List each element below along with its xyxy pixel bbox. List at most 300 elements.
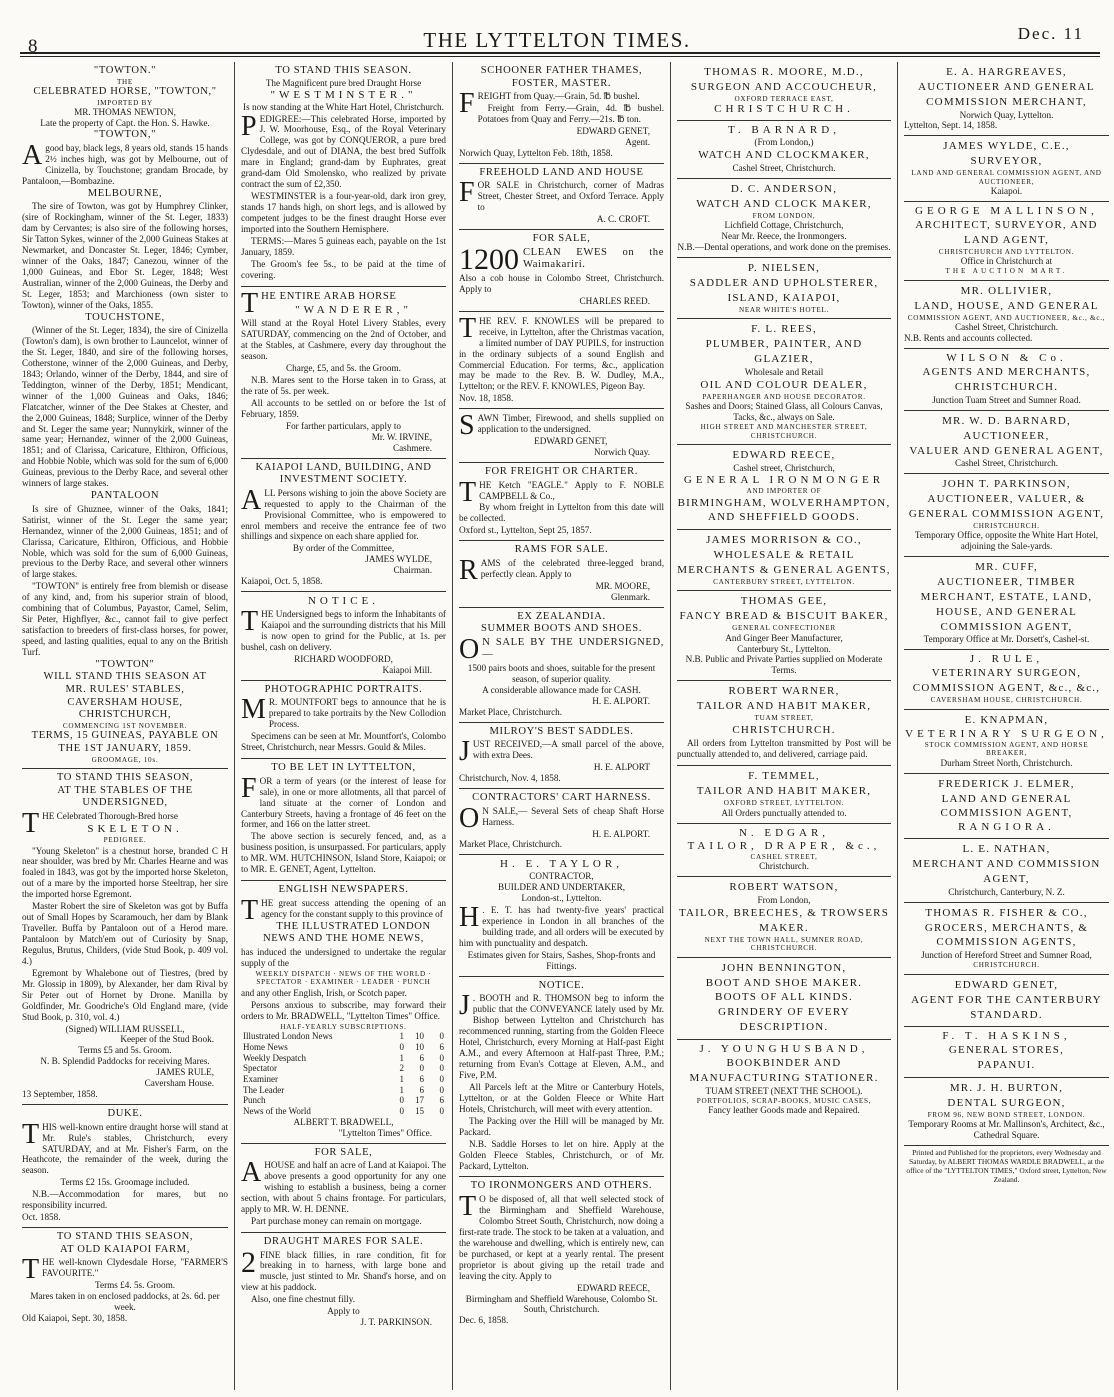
table-cell: 0 (419, 1063, 424, 1074)
ad-body: Egremont by Whalebone out of Tiestres, (bred by Mr. Glossip in 1809), by Alexander, her dam Rival by Sir Peter out of Hornet by Drone. Manilla by Goldfinder, Mr. Goodriche's Old England mare, (vide Stud Book, p. 310, vol. 4.) (22, 967, 228, 1022)
ad-body: The Packing over the Hill will be managed by Mr. Packard. (459, 1115, 664, 1137)
ad-zealandia (459, 608, 664, 723)
ad-duke (22, 1105, 228, 1228)
card-line: GRINDERY OF EVERY DESCRIPTION. (718, 1006, 850, 1034)
ad-harness (459, 789, 664, 855)
drop-cap: J (459, 736, 470, 768)
ad-line: Agent. (625, 136, 650, 147)
ad-body: R. MOUNTFORT begs to announce that he is prepared to take portraits by the New Collodion Process. (268, 697, 446, 730)
ad-body: Freight from Ferry.—Grain, 4d. ℔ bushel. Potatoes from Quay and Ferry.—21s. ℔ ton. (477, 103, 664, 125)
card-title: D. C. ANDERSON, (730, 183, 838, 196)
ad-body: . BOOTH and R. THOMSON beg to inform the public that the CONVEYANCE lately used by Mr. Bishop between Lyttelton and Christchurch has recommenced running, starting from the Golden Fleece Hotel, Christchurch, every Morning at Half-past Eight A.M., and every Afternoon at Half-past Three, P.M.; returning from Evan's Cottage at Eleven, A.M., and Five, P.M. (459, 993, 664, 1081)
ad-heading: TO STAND THIS SEASON. (275, 65, 412, 76)
table-cell: 1 (399, 1084, 404, 1095)
ad-line: (Signed) WILLIAM RUSSELL, (65, 1023, 185, 1034)
ad-farmers-favourite (22, 1228, 228, 1328)
table-row (241, 1031, 446, 1042)
card-gee (677, 591, 891, 681)
card-line: AUCTIONEER, VALUER, & GENERAL COMMISSION AGENT, (908, 493, 1105, 520)
drop-cap: S (459, 410, 475, 442)
ad-line: MELBOURNE, (87, 187, 163, 199)
ad-body: good bay, black legs, 8 years old, stands 15 hands 2½ inches high, was got by Melbourne, out of Cinizella, by Touchstone; grandam Brocade, by Pantaloon,—Bombazine. (22, 142, 228, 186)
card-title: FREDERICK J. ELMER, (938, 777, 1075, 790)
card-w-barnard (904, 411, 1109, 474)
ad-line: H. E. ALPORT. (592, 695, 650, 706)
column-3 (452, 62, 670, 1390)
table-cell: Examiner (243, 1074, 278, 1085)
ad-line: Mr. W. IRVINE, (371, 431, 432, 442)
subscription-rates-table (241, 1031, 446, 1117)
card-line: And Ginger Beer Manufacturer, (725, 632, 843, 643)
card-line: SURVEYOR, (970, 155, 1043, 168)
ad-body: Part purchase money can remain on mortgage. (251, 1215, 422, 1226)
table-cell: 6 (419, 1052, 424, 1063)
ad-knowles (459, 312, 664, 410)
ad-heading: SCHOONER FATHER THAMES, FOSTER, MASTER. (480, 65, 643, 89)
ad-heading: TO STAND THIS SEASON, (56, 1231, 194, 1243)
card-line: Canterbury St., Lyttelton. (737, 643, 831, 654)
ad-heading: NOTICE. (538, 979, 585, 991)
table-cell: 0 (439, 1031, 444, 1042)
ad-freehold (459, 164, 664, 230)
table-cell: 1 (399, 1052, 404, 1063)
ad-heading: TO STAND THIS SEASON, (56, 772, 194, 784)
ad-kaiapoi-society (241, 459, 446, 593)
card-genet (904, 975, 1109, 1028)
ad-body: TERMS:—Mares 5 guineas each, payable on the 1st January, 1859. (241, 235, 446, 257)
card-title: MR. OLLIVIER, (960, 284, 1053, 297)
ad-line: Caversham House. (144, 1078, 214, 1089)
ad-line: COMMENCING 1ST NOVEMBER. (62, 721, 188, 730)
ad-line: "WANDERER," (295, 304, 412, 317)
table-cell: 0 (439, 1106, 444, 1117)
card-line: RANGIORA. (958, 821, 1055, 834)
card-line: ISLAND, KAIAPOI, (727, 291, 841, 304)
ad-line: A considerable allowance made for CASH. (482, 684, 641, 695)
ad-body: REIGHT from Quay.—Grain, 5d. ℔ bushel. (477, 91, 640, 102)
ad-body: FINE black fillies, in rare condition, fit for breaking in to harness, with large bone and muscle, just stinted to Mr. Shand's horse, and on view at his paddock. (241, 1249, 446, 1293)
card-barnard (677, 121, 891, 179)
card-line: Cashel Street, Christchurch. (954, 322, 1059, 333)
card-line: Temporary Rooms at Mr. Mallinson's, Architect, &c., Cathedral Square. (908, 1119, 1105, 1141)
table-cell: 0 (399, 1095, 404, 1106)
card-line: TUAM STREET (NEXT THE SCHOOL). (705, 1085, 863, 1096)
ad-line: Chairman. (393, 565, 432, 576)
card-line: SADDLER AND UPHOLSTERER, (689, 277, 879, 290)
ad-line: EDWARD REECE, (577, 1282, 650, 1293)
ad-body: LL Persons wishing to join the above Society are requested to apply to the Chairman of the Provisional Committee, who is empowered to enrol members and receive the entrance fee of two shillings and sixpence on each share applied for. (241, 487, 446, 542)
card-line: AUCTIONEER, (963, 429, 1050, 442)
ad-line: MR. MOORE, (595, 580, 650, 591)
ad-heading: MILROY'S BEST SADDLES. (489, 725, 634, 737)
issue-date: Dec. 11 (1017, 24, 1084, 43)
ad-line: SUMMER BOOTS AND SHOES. (481, 623, 642, 635)
card-title: J. YOUNGHUSBAND, (699, 1042, 869, 1055)
drop-cap: T (22, 1118, 40, 1150)
ad-body: Specimens can be seen at Mr. Mountfort's, Colombo Street, Christchurch, near Messrs. Gould & Miles. (241, 731, 446, 753)
table-cell: 1 (399, 1074, 404, 1085)
table-cell: Home News (243, 1041, 288, 1052)
ad-body: By whom freight in Lyttelton from this date will be collected. (459, 502, 664, 524)
ad-heading: CONTRACTORS' CART HARNESS. (472, 792, 651, 804)
ad-heading: EX ZEALANDIA. (517, 610, 606, 622)
card-line: MERCHANT AND COMMISSION AGENT, (912, 858, 1101, 886)
card-line: VETERINARY SURGEON, (905, 727, 1108, 740)
column-2 (234, 62, 452, 1390)
ad-to-let (241, 759, 446, 881)
ad-line: CELEBRATED HORSE, "TOWTON," (33, 86, 217, 98)
card-nielsen (677, 258, 891, 319)
ad-line: 13 September, 1858. (22, 1089, 98, 1100)
ad-saddles (459, 723, 664, 789)
drop-numeral: 2 (241, 1245, 256, 1279)
table-cell: 17 (415, 1095, 424, 1106)
ad-line: EDWARD GENET, (534, 436, 608, 447)
ad-skeleton (22, 769, 228, 1105)
card-title: T. BARNARD, (728, 124, 840, 137)
ad-body: All Parcels left at the Mitre or Canterbury Hotels, Lyttelton, or at the Golden Fleece or White Hart Hotels, Christchurch, will meet with every attention. (459, 1081, 664, 1114)
ad-body: 1500 pairs boots and shoes, suitable for the present season, of superior quality. (467, 663, 656, 684)
card-line: Christchurch, Canterbury, N. Z. (948, 886, 1065, 897)
card-line: CANTERBURY STREET, LYTTELTON. (713, 577, 855, 586)
card-haskins (904, 1027, 1109, 1078)
masthead-rule (20, 52, 1100, 57)
ad-line: Market Place, Christchurch. (459, 839, 563, 850)
card-reece (677, 445, 891, 530)
ad-heading: FOR SALE, (532, 233, 591, 245)
ad-line: Terms £5 and 5s. Groom. (78, 1045, 172, 1056)
ad-heading: KAIAPOI LAND, BUILDING, AND INVESTMENT SOCIETY. (255, 461, 432, 486)
ad-heading: ENGLISH NEWSPAPERS. (278, 884, 409, 896)
ad-body: Will stand at the Royal Hotel Livery Stables, every SATURDAY, commencing on the 2nd of October, and at the Stables, at Cashmere, every day throughout the season. (241, 318, 446, 362)
masthead (0, 0, 1114, 58)
table-cell: 1 (399, 1031, 404, 1042)
ad-heading: FREEHOLD LAND AND HOUSE (479, 166, 644, 178)
card-line: DENTAL SURGEON, (947, 1096, 1066, 1109)
table-cell: 0 (399, 1106, 404, 1117)
card-title: ROBERT WARNER, (728, 685, 840, 698)
ad-towton (22, 62, 228, 769)
card-warner (677, 681, 891, 766)
card-title: JOHN BENNINGTON, (721, 961, 847, 974)
ad-line: J. T. PARKINSON. (360, 1317, 432, 1328)
card-title: GEORGE MALLINSON, (915, 205, 1098, 218)
card-line: GENERAL IRONMONGER (683, 473, 885, 486)
ad-line: Birmingham and Sheffield Warehouse, Colombo St. South, Christchurch. (465, 1293, 658, 1315)
ad-body: HE Celebrated Thorough-Bred horse (42, 810, 178, 821)
card-line: PLUMBER, PAINTER, AND GLAZIER, (705, 338, 863, 365)
ad-line: Terms £4. 5s. Groom. (95, 1280, 176, 1291)
table-cell: 0 (439, 1052, 444, 1063)
table-row (241, 1095, 446, 1106)
card-line: LAND AND GENERAL COMMISSION AGENT, (940, 792, 1073, 820)
card-line: GROCERS, MERCHANTS, & COMMISSION AGENTS, (924, 921, 1089, 949)
table-cell: 6 (439, 1095, 444, 1106)
ad-line: MR. RULES' STABLES, (65, 684, 185, 696)
column-1 (20, 62, 234, 1390)
card-title: MR. CUFF, (975, 561, 1038, 574)
card-line: HIGH STREET AND MANCHESTER STREET, CHRISTCHURCH. (700, 423, 868, 440)
ad-line: N SALE BY THE UNDERSIGNED,— (482, 636, 664, 661)
card-edgar (677, 824, 891, 878)
card-line: CHRISTCHURCH. (732, 723, 836, 736)
table-cell: 2 (399, 1063, 404, 1074)
ad-body: UST RECEIVED,—A small parcel of the above, with extra Dees. (472, 739, 664, 761)
table-cell: Punch (243, 1095, 266, 1106)
ad-line: Kaiapoi, Oct. 5, 1858. (241, 576, 323, 587)
card-ollivier (904, 281, 1109, 349)
ad-line: MR. THOMAS NEWTON, (74, 107, 176, 118)
ad-line: JAMES WYLDE, (365, 554, 432, 565)
ad-line: WEEKLY DISPATCH · NEWS OF THE WORLD · SPECTATOR · EXAMINER · LEADER · PUNCH (255, 969, 432, 987)
ad-draught-mares (241, 1233, 446, 1332)
card-title: L. E. NATHAN, (962, 843, 1051, 856)
card-line: FROM LONDON, (752, 211, 816, 220)
card-line: N.B. Public and Private Parties supplied on Moderate Terms. (685, 654, 883, 676)
card-line: CAVERSHAM HOUSE, CHRISTCHURCH. (930, 696, 1083, 705)
card-title: F. TEMMEL, (748, 770, 820, 783)
ad-line: Kaiapoi Mill. (382, 664, 432, 675)
ad-heading: H. E. TAYLOR, (500, 858, 623, 871)
card-line: Temporary Office, opposite the White Hart Hotel, adjoining the Sale-yards. (914, 530, 1099, 552)
card-title: EDWARD REECE, (732, 449, 836, 462)
ad-body: Also, one fine chestnut filly. (251, 1294, 356, 1305)
ad-line: Oxford st., Lyttelton, Sept 25, 1857. (459, 525, 592, 536)
card-nathan (904, 839, 1109, 902)
card-line: NEAR WHITE'S HOTEL. (738, 305, 830, 314)
card-mallinson (904, 202, 1109, 281)
drop-cap: F (459, 177, 475, 209)
table-row (241, 1085, 446, 1096)
table-cell: Illustrated London News (243, 1031, 333, 1042)
drop-cap: A (241, 1157, 262, 1189)
ad-heading: TO BE LET IN LYTTELTON, (271, 762, 416, 774)
table-cell: 15 (415, 1106, 424, 1117)
card-line: Norwich Quay, Lyttelton. (959, 109, 1054, 120)
ad-line: A. C. CROFT. (596, 214, 650, 225)
ad-line: Christchurch, Nov. 4, 1858. (459, 773, 561, 784)
ad-line: London-st., Lyttelton. (521, 893, 602, 904)
ad-line: ALBERT T. BRADWELL, (293, 1116, 394, 1127)
card-line: CHRISTCHURCH. (714, 103, 854, 116)
card-line: CHRISTCHURCH. (973, 961, 1040, 970)
card-line: COMMISSION AGENT, AND AUCTIONEER, &c., &c., (907, 313, 1106, 322)
card-line: Sashes and Doors; Stained Glass, all Colours Canvas, Tacks, &c., always on Sale. (685, 401, 883, 423)
card-title: JAMES WYLDE, C.E., (943, 140, 1070, 153)
drop-cap: M (241, 694, 266, 726)
ad-body: "Young Skeleton" is a chestnut horse, branded C H near shoulder, was bred by Mr. Charles Hearne and was foaled in 1843, was got by the imported horse Skeleton, out of a mare by the imported horse Steeltrap, her sire the imported horse Egremont. (22, 845, 228, 900)
ad-line: PANTALOON (90, 490, 160, 502)
ad-line: For farther particulars, apply to (285, 420, 402, 431)
card-line: VETERINARY SURGEON, COMMISSION AGENT, &c., &c., (912, 667, 1101, 695)
ad-body: (Winner of the St. Leger, 1834), the sire of Cinizella (Towton's dam), is own brother to Launcelot, winner of the St. Leger, 1840, and sire of the following horses, Cotherstone, winner of the 2,000 Guineas, and Derby, 1843; Orlando, winner of the Derby, 1844, and sire of Teddington, winner of the Derby, 1851; Mendicant, winner of the 1,000 Guineas and Oaks, 1846; Flatcatcher, winner of the Dee Stakes at Chester, and the 2,000 Guineas, 1848; Surplice, winner of the Derby and St. Leger the same year; Nunnykirk, winner of the same year; Hernandez, winner of the 2,000 Guineas, 1851; and of Clarissa, Caricature, Elthiron, Officious, and Hobbie Noble, which was sold for the sum of 6,000 Guineas, previous to the Derby Race, and several other winners of large stakes. (22, 325, 228, 489)
ad-schooner (459, 62, 664, 164)
card-line: TAILOR, DRAPER, &c., (687, 839, 881, 852)
drop-cap: T (241, 287, 259, 319)
ad-line: BUILDER AND UNDERTAKER, (497, 882, 626, 893)
ad-line: Charge, £5, and 5s. the Groom. (286, 363, 401, 374)
card-wilson (904, 349, 1109, 411)
table-cell: 0 (439, 1074, 444, 1085)
drop-cap: J (459, 990, 470, 1022)
card-title: MR. J. H. BURTON, (949, 1082, 1064, 1095)
card-line: FANCY BREAD & BISCUIT BAKER, (679, 610, 889, 623)
card-title: THOMAS R. MOORE, M.D., (704, 66, 864, 78)
drop-cap: R (459, 554, 478, 586)
card-line: AGENT FOR THE CANTERBURY STANDARD. (911, 993, 1102, 1021)
ad-line: HALF-YEARLY SUBSCRIPTIONS. (280, 1022, 407, 1031)
card-title: J. RULE, (969, 653, 1044, 666)
ad-mill-notice (241, 592, 446, 681)
card-line: CHRISTCHURCH. (954, 381, 1059, 394)
ad-body: OR SALE in Christchurch, corner of Madras Street, Chester Street, and Oxford Terrace. Apply to (477, 180, 664, 213)
card-line: TUAM STREET, (754, 714, 814, 723)
table-cell: 0 (439, 1063, 444, 1074)
ad-line: Dec. 6, 1858. (459, 1315, 509, 1326)
ad-taylor (459, 855, 664, 977)
card-line: All orders from Lyttelton transmitted by Post will be punctually attended to, and delivered, carriage paid. (677, 738, 891, 760)
card-knapman (904, 710, 1109, 774)
card-rees (677, 319, 891, 445)
ad-body: N SALE,— Several Sets of cheap Shaft Horse Harness. (482, 805, 664, 827)
card-line: OXFORD STREET, LYTTELTON. (723, 799, 845, 808)
drop-cap: F (459, 88, 475, 120)
ad-ewes (459, 230, 664, 312)
ad-body: AMS of the celebrated three-legged brand, perfectly clean. Apply to (480, 557, 664, 579)
ad-body: HE great success attending the opening of an agency for the constant supply to this province of (261, 897, 446, 919)
card-line: AUCTIONEER, TIMBER MERCHANT, ESTATE, LAND, HOUSE, AND GENERAL COMMISSION AGENT, (920, 576, 1093, 633)
card-title: F. T. HASKINS, (942, 1030, 1071, 1043)
ad-body: and any other English, Irish, or Scotch paper. (241, 987, 407, 998)
card-title: MR. W. D. BARNARD, (942, 414, 1071, 427)
card-title: E. KNAPMAN, (964, 713, 1049, 726)
ad-body: The Groom's fee 5s., to be paid at the time of covering. (241, 258, 446, 280)
ad-line: N. B. Splendid Paddocks for receiving Mares. (40, 1056, 210, 1067)
ad-body: WESTMINSTER is a four-year-old, dark iron grey, stands 17 hands high, on short legs, and is allowed by competent judges to be the finest draught Horse ever imported into the Southern Hemisphere. (241, 191, 446, 234)
drop-cap: H (459, 902, 480, 934)
drop-cap: O (459, 633, 480, 665)
ad-body: HOUSE and half an acre of Land at Kaiapoi. The above presents a good opportunity for any one wishing to establish a business, being a corner section, with about 5 chains frontage. For particulars, apply to MR. W. H. DENNE. (241, 1160, 446, 1215)
ad-wanderer (241, 287, 446, 459)
table-row (241, 1042, 446, 1053)
card-title: JAMES MORRISON & CO., (706, 534, 862, 547)
ad-line: Mares taken in on enclosed paddocks, at 2s. 6d. per week. (30, 1291, 220, 1313)
card-morrison (677, 530, 891, 591)
ad-conveyance-notice (459, 977, 664, 1178)
ad-ironmongers (459, 1177, 664, 1330)
table-cell: News of the World (243, 1106, 311, 1117)
card-line: Kaiapoi. (990, 186, 1023, 197)
table-cell: 6 (419, 1074, 424, 1085)
ad-body: N.B. Saddle Horses to let on hire. Apply at the Golden Fleece Stables, Christchurch, or of Mr. Packard, Lyttelton. (459, 1138, 664, 1171)
ad-heading: PHOTOGRAPHIC PORTRAITS. (264, 683, 423, 695)
card-title: EDWARD GENET, (954, 978, 1059, 991)
card-parkinson (904, 474, 1109, 557)
ad-line: GROOMAGE, 10s. (91, 755, 159, 764)
columns (20, 62, 1108, 1390)
ad-line: PEDIGREE. (103, 835, 147, 844)
ad-body: Also a cob house in Colombo Street, Christchurch. Apply to (459, 272, 664, 294)
ad-body: EDIGREE:—This celebrated Horse, imported by J. W. Moorhouse, Esq., of the Royal Veterinary College, was got by CONQUEROR, a pure bred Clydesdale, and out of DIANA, the best bred Suffolk mare in England; grand-dam by Euphrates, great grand-dam Old Smolensko, who realized by private contract the sum of £2,350. (241, 113, 446, 190)
card-line: BOOTS OF ALL KINDS. (715, 991, 853, 1004)
ad-line: Market Place, Christchurch. (459, 706, 563, 717)
ad-body: Master Robert the sire of Skeleton was got by Buffa out of Small Hopes by Scaramouch, her dam by Blank Traveller. Buffa by Pantaloon out of a Herod mare. Pantaloon by Match'em out of Curiosity by Snap, Regulus, Brutus, Childers, (vide Stud Book, p. 409 vol. 4.) (22, 901, 228, 966)
ad-line: CAVERSHAM HOUSE, CHRISTCHURCH, (67, 696, 183, 721)
ad-heading: DRAUGHT MARES FOR SALE. (263, 1235, 424, 1247)
drop-cap: O (459, 802, 480, 834)
card-line: GENERAL CONFECTIONER (732, 624, 836, 633)
page-number: 8 (28, 36, 38, 57)
card-line: PORTFOLIOS, SCRAP-BOOKS, MUSIC CASES, (696, 1096, 872, 1105)
ad-line: Cashmere. (392, 442, 432, 453)
ad-heading: FOR SALE, (314, 1146, 373, 1158)
ad-line: Late the property of Capt. the Hon. S. Hawke. (40, 118, 210, 129)
ad-body: Persons anxious to subscribe, may forward their orders to Mr. BRADWELL, "Lyttelton Times" Office. (241, 999, 446, 1021)
card-fisher (904, 903, 1109, 975)
card-line: Junction of Hereford Street and Sumner Road, (921, 950, 1092, 961)
table-row (241, 1074, 446, 1085)
drop-cap: T (241, 606, 259, 638)
ad-line: Nov. 18, 1858. (459, 393, 514, 404)
ad-line: WILL STAND THIS SEASON AT (43, 671, 207, 683)
ad-heading: DUKE. (107, 1108, 143, 1120)
ad-line: EDWARD GENET, (576, 126, 650, 136)
card-line: N.B. Rents and accounts collected. (904, 333, 1033, 344)
card-line: CHRISTCHURCH AND LYTTELTON. (938, 247, 1075, 256)
ad-heading: TO IRONMONGERS AND OTHERS. (470, 1180, 653, 1192)
ad-charter (459, 463, 664, 541)
printer-imprint: Printed and Published for the proprietors, every Wednesday and Saturday, by ALBERT THOMAS WARDLE BRADWELL, at the office of the "LYTTELTON TIMES," Oxford street, Lyttelton, New Zealand. (906, 1148, 1107, 1184)
card-hargreaves (904, 62, 1109, 136)
ad-heading: HE ENTIRE ARAB HORSE (261, 290, 397, 302)
card-line: Durham Street North, Christchurch. (940, 757, 1073, 768)
column-4 (670, 62, 897, 1390)
ad-line: THE 1ST JANUARY, 1859. (58, 743, 192, 754)
ad-line: "TOWTON" (95, 658, 155, 670)
card-line: VALUER AND GENERAL AGENT, (909, 444, 1104, 457)
ad-line: The Magnificent pure bred Draught Horse (265, 77, 422, 88)
card-line: BIRMINGHAM, WOLVERHAMPTON, AND SHEFFIELD GOODS. (677, 496, 891, 524)
ad-line: Estimates given for Stairs, Sashes, Shop-fronts and Fittings. (467, 950, 656, 971)
ad-line: CONTRACTOR, (529, 871, 594, 882)
ad-line: THE (116, 77, 134, 86)
ad-heading: FOR FREIGHT OR CHARTER. (484, 466, 639, 477)
card-line: GENERAL STORES, (948, 1044, 1065, 1057)
card-line: NEXT THE TOWN HALL, SUMNER ROAD, CHRISTCHURCH. (704, 935, 864, 953)
card-line: From London, (757, 895, 811, 906)
ad-line: "TOWTON," (93, 129, 157, 141)
ad-westminster (241, 62, 446, 287)
table-row (241, 1053, 446, 1064)
ad-timber (459, 409, 664, 463)
ad-body: All accounts to be settled on or before the 1st of February, 1859. (241, 397, 446, 419)
ad-line: IMPORTED BY (97, 98, 153, 107)
ad-newspapers (241, 881, 446, 1144)
card-title: E. A. HARGREAVES, (946, 66, 1067, 78)
ad-line: UNDERSIGNED, (82, 797, 168, 809)
ad-line: Apply to (327, 1306, 360, 1317)
drop-cap: P (241, 110, 257, 142)
card-title: WILSON & Co. (946, 352, 1067, 365)
ad-line: SKELETON. (87, 822, 183, 835)
ad-body: The sire of Towton, was got by Humphrey Clinker, (sire of Rockingham, winner of the St. Leger, 1833) dam by Cervantes; is also sire of the following horses, Sir Tatton Sykes, winner of the 2,000 Guineas Stakes at Newmarket, and Doncaster St. Leger, 1846; Cymber, winner of the Oaks, 1847; Canezou, winner of the 1,000 Guineas, and Ebor St. Leger, 1848; West Australian, winner of the 2,000 Guineas, the Derby and St. Leger, 1853; and Marchioness (own sister to Towton), winner of the Oaks, 1855. (22, 201, 228, 310)
ad-body: N.B. Mares sent to the Horse taken in to Grass, at the rate of 5s. per week. (241, 374, 446, 396)
card-title: JOHN T. PARKINSON, (942, 478, 1071, 491)
drop-cap: A (241, 484, 262, 516)
ad-line: "Lyttelton Times" Office. (338, 1127, 432, 1138)
card-line: TAILOR AND HABIT MAKER, (696, 700, 872, 713)
card-line: THE AUCTION MART. (945, 267, 1068, 276)
